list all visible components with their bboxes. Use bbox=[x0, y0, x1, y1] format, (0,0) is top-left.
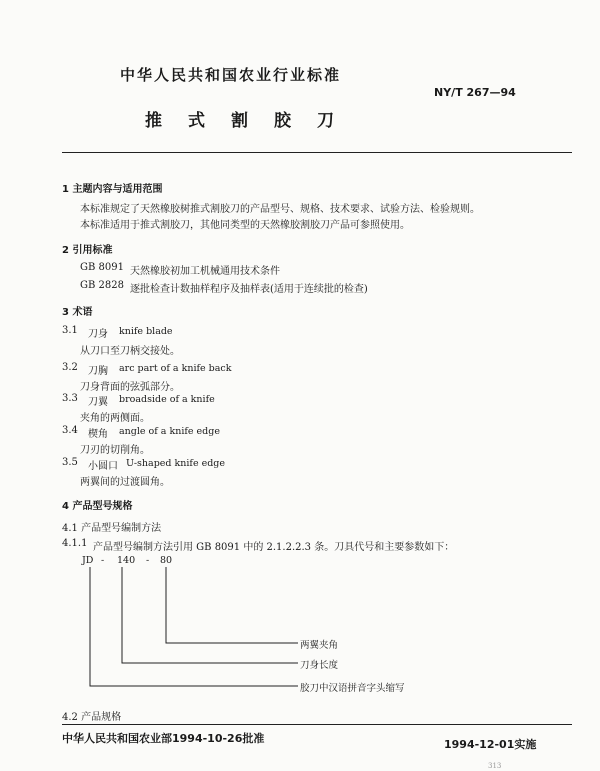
label-wing-angle: 两翼夹角 bbox=[300, 640, 339, 651]
section-4-1-1-text: 产品型号编制方法引用 GB 8091 中的 2.1.2.2.3 条。刀具代号和主要参数如下： bbox=[93, 542, 455, 553]
ref-code-2: GB 2828 bbox=[80, 280, 124, 291]
term-definition: 刀身背面的弦弧部分。 bbox=[80, 382, 180, 393]
term-definition: 刀刃的切削角。 bbox=[80, 445, 150, 456]
section-2-heading: 2 引用标准 bbox=[62, 245, 113, 256]
term-english: angle of a knife edge bbox=[119, 426, 220, 437]
term-num: 3.2 bbox=[62, 362, 78, 373]
term-num: 3.5 bbox=[62, 457, 78, 468]
term-definition: 夹角的两侧面。 bbox=[80, 413, 150, 424]
model-param-angle: 80 bbox=[160, 555, 173, 566]
term-num: 3.4 bbox=[62, 425, 78, 436]
term-english: knife blade bbox=[119, 326, 173, 337]
term-english: arc part of a knife back bbox=[119, 363, 232, 374]
footer-rule bbox=[62, 724, 572, 725]
term-name: 小圆口 bbox=[88, 461, 118, 472]
term-name: 刀身 bbox=[88, 329, 108, 340]
term-name: 楔角 bbox=[88, 429, 108, 440]
ref-title-2: 逐批检查计数抽样程序及抽样表(适用于连续批的检查) bbox=[130, 284, 368, 295]
section-3-heading: 3 术语 bbox=[62, 307, 93, 318]
footer-effective: 1994-12-01实施 bbox=[444, 738, 537, 751]
section-4-1-heading: 4.1 产品型号编制方法 bbox=[62, 523, 162, 534]
header-org: 中华人民共和国农业行业标准 bbox=[120, 66, 342, 84]
term-num: 3.3 bbox=[62, 393, 78, 404]
page-number: 313 bbox=[488, 762, 502, 770]
term-name: 刀翼 bbox=[88, 397, 108, 408]
term-definition: 从刀口至刀柄交接处。 bbox=[80, 346, 180, 357]
section-1-para-2: 本标准适用于推式割胶刀，其他同类型的天然橡胶割胶刀产品可参照使用。 bbox=[80, 220, 410, 231]
term-english: broadside of a knife bbox=[119, 394, 215, 405]
ref-code-1: GB 8091 bbox=[80, 262, 124, 273]
term-num: 3.1 bbox=[62, 325, 78, 336]
section-1-para-1: 本标准规定了天然橡胶树推式割胶刀的产品型号、规格、技术要求、试验方法、检验规则。 bbox=[80, 204, 480, 215]
model-code: JD bbox=[82, 555, 94, 566]
model-param-length: 140 bbox=[117, 555, 136, 566]
model-separator: - bbox=[101, 555, 105, 566]
term-definition: 两翼间的过渡圆角。 bbox=[80, 477, 170, 488]
document-title: 推式割胶刀 bbox=[145, 111, 360, 131]
term-name: 刀胸 bbox=[88, 366, 108, 377]
label-blade-length: 刀身长度 bbox=[300, 660, 339, 671]
term-english: U-shaped knife edge bbox=[126, 458, 225, 469]
standard-code: NY/T 267—94 bbox=[434, 86, 516, 99]
section-4-heading: 4 产品型号规格 bbox=[62, 501, 133, 512]
ref-title-1: 天然橡胶初加工机械通用技术条件 bbox=[130, 266, 280, 277]
section-4-2-heading: 4.2 产品规格 bbox=[62, 712, 122, 723]
label-pinyin-abbr: 胶刀中汉语拼音字头缩写 bbox=[300, 683, 405, 694]
footer-approval: 中华人民共和国农业部1994-10-26批准 bbox=[62, 732, 265, 745]
section-1-heading: 1 主题内容与适用范围 bbox=[62, 184, 163, 195]
section-4-1-1-num: 4.1.1 bbox=[62, 538, 88, 549]
model-separator: - bbox=[146, 555, 150, 566]
